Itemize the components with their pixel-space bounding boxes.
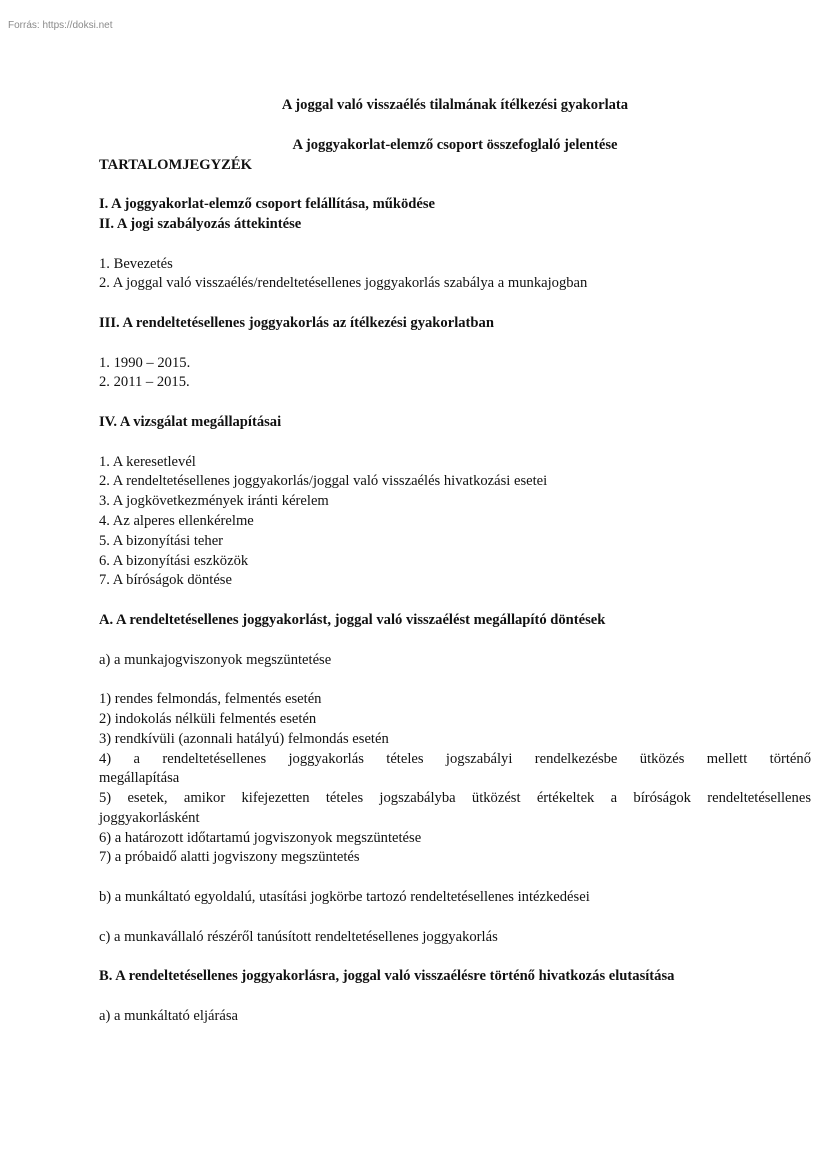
- toc-section-3: [99, 314, 811, 334]
- toc-section-3-items: [99, 354, 811, 394]
- document-subtitle: A joggyakorlat-elemző csoport összefoglaló jelentése: [292, 136, 618, 153]
- toc-section-b-heading: B. A rendeltetésellenes joggyakorlásra, joggal való visszaélésre történő hivatkozás elutasítása: [99, 968, 675, 985]
- toc-item: 6. A bizonyítási eszközök: [99, 552, 249, 569]
- toc-section-4: [99, 413, 811, 433]
- toc-section-a-a-items: [99, 690, 811, 868]
- toc-section-4-items: [99, 453, 811, 592]
- toc-subsection: b) a munkáltató egyoldalú, utasítási jogkörbe tartozó rendeltetésellenes intézkedései: [99, 889, 590, 906]
- toc-item: 2. A rendeltetésellenes joggyakorlás/joggal való visszaélés hivatkozási esetei: [99, 473, 548, 490]
- toc-item: 7) a próbaidő alatti jogviszony megszüntetés: [99, 849, 360, 866]
- toc-item: 4) a rendeltetésellenes joggyakorlás tételes jogszabályi rendelkezésbe ütközés mellett történő: [99, 750, 811, 767]
- toc-section-b-a: [99, 1007, 811, 1027]
- toc-section-a-b: [99, 888, 811, 908]
- toc-item: 3) rendkívüli (azonnali hatályú) felmondás esetén: [99, 730, 389, 747]
- toc-section-2: II. A jogi szabályozás áttekintése: [99, 215, 302, 232]
- toc-section-3-heading: III. A rendeltetésellenes joggyakorlás az ítélkezési gyakorlatban: [99, 314, 494, 331]
- toc-item: 1. Bevezetés: [99, 255, 173, 272]
- toc-section-a: [99, 611, 811, 631]
- toc-section-1: I. A joggyakorlat-elemző csoport felállítása, működése: [99, 196, 436, 213]
- toc-section-a-c: [99, 928, 811, 948]
- toc-item: 5) esetek, amikor kifejezetten tételes jogszabályba ütközést értékeltek a bíróságok rendeltetésellenes: [99, 790, 811, 807]
- toc-item: 6) a határozott időtartamú jogviszonyok megszüntetése: [99, 829, 422, 846]
- toc-item-continuation: joggyakorlásként: [99, 809, 200, 826]
- toc-item: 2. A joggal való visszaélés/rendeltetésellenes joggyakorlás szabálya a munkajogban: [99, 275, 588, 292]
- toc-item: 4. Az alperes ellenkérelme: [99, 512, 254, 529]
- toc-section-2-items: [99, 255, 811, 295]
- toc-item: 7. A bíróságok döntése: [99, 572, 232, 589]
- toc-subsection: a) a munkáltató eljárása: [99, 1007, 238, 1024]
- toc-sections-1-2: [99, 195, 811, 235]
- toc-subsection: a) a munkajogviszonyok megszüntetése: [99, 651, 332, 668]
- toc-item: 3. A jogkövetkezmények iránti kérelem: [99, 493, 329, 510]
- document-page: [99, 96, 811, 1027]
- toc-item: 2) indokolás nélküli felmentés esetén: [99, 710, 317, 727]
- toc-section-b: [99, 967, 811, 987]
- toc-item: 1) rendes felmondás, felmentés esetén: [99, 691, 322, 708]
- toc-item: 2. 2011 – 2015.: [99, 374, 190, 391]
- toc-heading: TARTALOMJEGYZÉK: [99, 156, 253, 173]
- toc-section-4-heading: IV. A vizsgálat megállapításai: [99, 413, 282, 430]
- toc-item-continuation: megállapítása: [99, 770, 180, 787]
- toc-subsection: c) a munkavállaló részéről tanúsított rendeltetésellenes joggyakorlás: [99, 928, 498, 945]
- toc-item: 1. A keresetlevél: [99, 453, 196, 470]
- toc-item: 5. A bizonyítási teher: [99, 532, 224, 549]
- document-title: A joggal való visszaélés tilalmának ítélkezési gyakorlata: [281, 97, 629, 113]
- toc-section-a-heading: A. A rendeltetésellenes joggyakorlást, joggal való visszaélést megállapító döntések: [99, 611, 606, 628]
- source-label: Forrás: https://doksi.net: [8, 20, 113, 31]
- toc-item: 1. 1990 – 2015.: [99, 354, 191, 371]
- toc-section-a-a: [99, 651, 811, 671]
